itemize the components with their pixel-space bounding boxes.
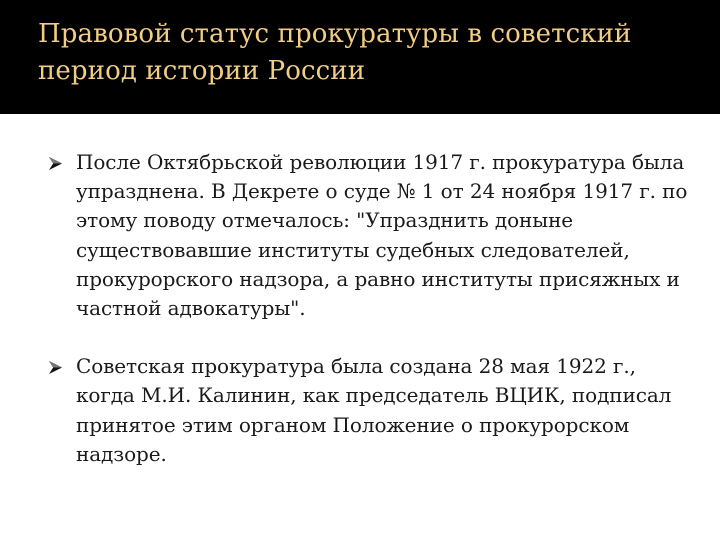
- arrowhead-bullet-icon: [49, 361, 62, 374]
- bullet-item: [42, 148, 692, 323]
- bullet-item: [42, 352, 692, 469]
- bullet-list: [42, 148, 692, 469]
- arrowhead-bullet-icon: [49, 157, 62, 170]
- title-bar: [0, 0, 720, 114]
- bullet-text: Советская прокуратура была создана 28 мая 1922 г., когда М.И. Калинин, как председатель ВЦИК, подписал принятое этим органом Положение о прокурорском надзоре.: [76, 354, 672, 466]
- bullet-text: После Октябрьской революции 1917 г. прокуратура была упразднена. В Декрете о суде № 1 от 24 ноября 1917 г. по этому поводу отмечалось: "Упразднить доныне существовавшие институты судебных следователей, прокурорского надзора, а равно институты присяжных и частной адвокатуры".: [76, 150, 688, 321]
- slide-title: Правовой статус прокуратуры в советский период истории России: [38, 19, 632, 86]
